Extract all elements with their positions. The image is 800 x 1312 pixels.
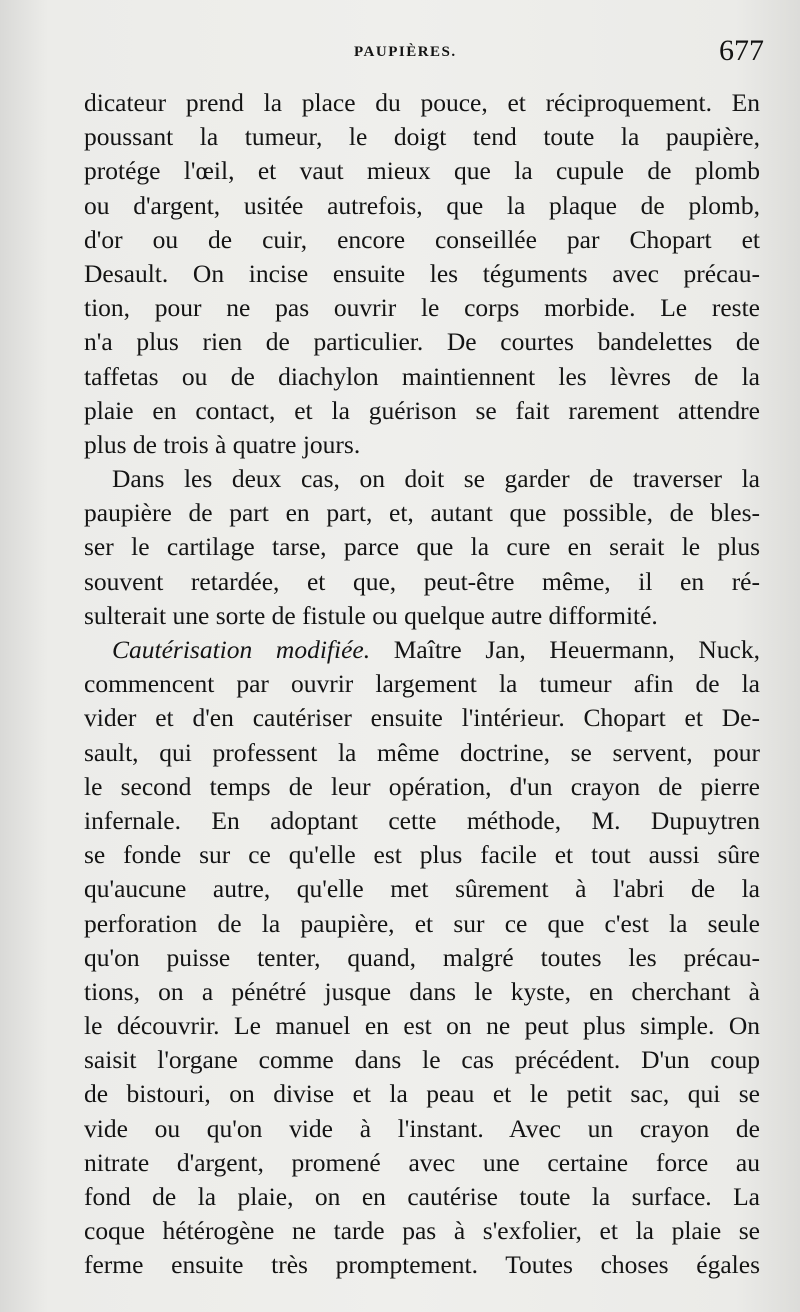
text-line: infernale. En adoptant cette méthode, M. Dupuytren (84, 805, 760, 835)
page-number: 677 (719, 34, 764, 67)
text-line: Dans les deux cas, on doit se garder de traverser la (112, 464, 760, 494)
text-line: ser le cartilage tarse, parce que la cure en serait le plus (84, 532, 760, 562)
text-line: vider et d'en cautériser ensuite l'intérieur. Chopart et De- (84, 703, 760, 733)
text-line: fond de la plaie, on en cautérise toute la surface. La (84, 1182, 760, 1211)
paragraph (84, 633, 760, 1283)
text-line: tions, on a pénétré jusque dans le kyste, en cherchant à (84, 976, 760, 1006)
text-line: vide ou qu'on vide à l'instant. Avec un crayon de (84, 1113, 760, 1143)
text-line-rest: Maître Jan, Heuermann, Nuck, (370, 635, 760, 664)
text-line: saisit l'organe comme dans le cas précédent. D'un coup (84, 1045, 760, 1075)
section-lead-italic: Cautérisation modifiée. (112, 635, 371, 664)
text-line: le second temps de leur opération, d'un crayon de pierre (84, 771, 760, 801)
body-text (84, 86, 760, 1283)
text-line: sulterait une sorte de fistule ou quelque autre difformité. (84, 600, 658, 630)
text-line: Desault. On incise ensuite les téguments avec précau- (84, 258, 760, 288)
running-title: PAUPIÈRES. (354, 44, 457, 60)
text-line: n'a plus rien de particulier. De courtes bandelettes de (84, 327, 760, 357)
text-line: le découvrir. Le manuel en est on ne peut plus simple. On (84, 1011, 760, 1041)
text-line: protége l'œil, et vaut mieux que la cupule de plomb (84, 156, 760, 186)
text-line (84, 633, 760, 667)
text-line: ou d'argent, usitée autrefois, que la plaque de plomb, (84, 190, 760, 220)
paragraph (84, 86, 760, 462)
text-line: poussant la tumeur, le doigt tend toute la paupière, (84, 122, 760, 152)
text-line: plaie en contact, et la guérison se fait rarement attendre (84, 395, 760, 425)
text-line: perforation de la paupière, et sur ce que c'est la seule (84, 908, 760, 938)
text-line: taffetas ou de diachylon maintiennent les lèvres de la (84, 361, 760, 391)
text-line: d'or ou de cuir, encore conseillée par Chopart et (84, 224, 760, 254)
text-line: qu'on puisse tenter, quand, malgré toutes les précau- (84, 942, 760, 972)
text-line: ferme ensuite très promptement. Toutes choses égales (84, 1250, 760, 1280)
text-line: dicateur prend la place du pouce, et réciproquement. En (84, 88, 760, 117)
page-header (78, 30, 770, 80)
text-line: de bistouri, on divise et la peau et le petit sac, qui se (84, 1079, 760, 1109)
text-line: se fonde sur ce qu'elle est plus facile et tout aussi sûre (84, 840, 760, 870)
text-line: commencent par ouvrir largement la tumeur afin de la (84, 669, 760, 699)
text-line: tion, pour ne pas ouvrir le corps morbide. Le reste (84, 293, 760, 323)
text-line: souvent retardée, et que, peut-être même, il en ré- (84, 566, 760, 596)
text-line: paupière de part en part, et, autant que possible, de bles- (84, 498, 760, 528)
text-line: plus de trois à quatre jours. (84, 429, 361, 459)
text-line: nitrate d'argent, promené avec une certaine force au (84, 1147, 760, 1177)
paragraph (84, 462, 760, 633)
text-line: qu'aucune autre, qu'elle met sûrement à l'abri de la (84, 874, 760, 904)
text-line: coque hétérogène ne tarde pas à s'exfolier, et la plaie se (84, 1216, 760, 1246)
text-line: sault, qui professent la même doctrine, se servent, pour (84, 737, 760, 767)
